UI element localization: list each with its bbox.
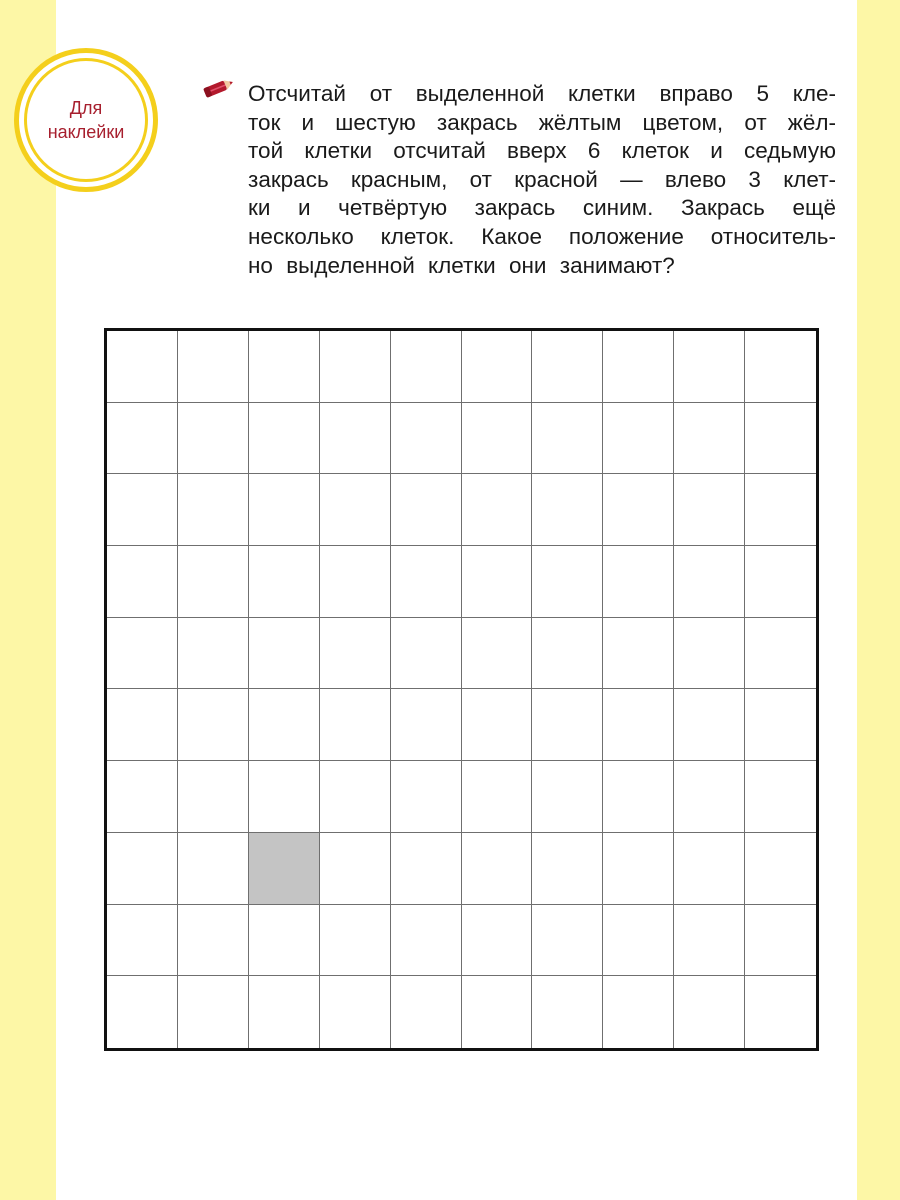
grid-cell[interactable] bbox=[462, 689, 533, 761]
grid-cell[interactable] bbox=[249, 761, 320, 833]
grid-cell[interactable] bbox=[178, 689, 249, 761]
task-line: той клетки отсчитай вверх 6 клеток и седьмую bbox=[248, 138, 836, 164]
grid-cell[interactable] bbox=[745, 618, 816, 690]
grid-cell[interactable] bbox=[249, 474, 320, 546]
grid-cell[interactable] bbox=[249, 546, 320, 618]
grid-cell[interactable] bbox=[178, 331, 249, 403]
grid-cell[interactable] bbox=[674, 403, 745, 475]
grid-cell[interactable] bbox=[178, 618, 249, 690]
grid-cell[interactable] bbox=[178, 761, 249, 833]
grid-cell[interactable] bbox=[532, 833, 603, 905]
grid-cell[interactable] bbox=[249, 689, 320, 761]
grid-cell[interactable] bbox=[107, 976, 178, 1048]
grid-cell[interactable] bbox=[745, 976, 816, 1048]
grid-cell[interactable] bbox=[745, 761, 816, 833]
grid-cell[interactable] bbox=[745, 905, 816, 977]
grid-cell[interactable] bbox=[674, 761, 745, 833]
grid-cell[interactable] bbox=[107, 403, 178, 475]
grid-cell[interactable] bbox=[603, 905, 674, 977]
grid-cell[interactable] bbox=[462, 976, 533, 1048]
grid-cell[interactable] bbox=[674, 833, 745, 905]
task-line: но выделенной клетки они занимают? bbox=[248, 252, 675, 278]
task-line: ки и четвёртую закрась синим. Закрась ещё bbox=[248, 195, 836, 221]
grid-cell[interactable] bbox=[532, 546, 603, 618]
grid-cell[interactable] bbox=[320, 905, 391, 977]
task-line: закрась красным, от красной — влево 3 клет- bbox=[248, 166, 836, 192]
grid-cell[interactable] bbox=[320, 761, 391, 833]
grid-cell[interactable] bbox=[107, 546, 178, 618]
grid-cell[interactable] bbox=[532, 474, 603, 546]
grid-cell[interactable] bbox=[462, 546, 533, 618]
grid-cell[interactable] bbox=[532, 331, 603, 403]
grid-cell[interactable] bbox=[603, 618, 674, 690]
grid-cell[interactable] bbox=[249, 905, 320, 977]
grid-cell[interactable] bbox=[462, 833, 533, 905]
grid-cell-selected[interactable] bbox=[249, 833, 320, 905]
grid-cell[interactable] bbox=[320, 331, 391, 403]
grid-cell[interactable] bbox=[107, 618, 178, 690]
grid-cell[interactable] bbox=[178, 905, 249, 977]
grid-cell[interactable] bbox=[603, 546, 674, 618]
grid-cell[interactable] bbox=[178, 474, 249, 546]
grid-cell[interactable] bbox=[391, 761, 462, 833]
grid-cell[interactable] bbox=[532, 905, 603, 977]
grid-cell[interactable] bbox=[674, 905, 745, 977]
grid-cell[interactable] bbox=[674, 689, 745, 761]
grid-cell[interactable] bbox=[603, 976, 674, 1048]
grid-cell[interactable] bbox=[320, 618, 391, 690]
grid-cell[interactable] bbox=[532, 689, 603, 761]
grid-cell[interactable] bbox=[107, 761, 178, 833]
grid-cell[interactable] bbox=[178, 833, 249, 905]
grid-cell[interactable] bbox=[603, 403, 674, 475]
grid-cell[interactable] bbox=[532, 761, 603, 833]
grid-cell[interactable] bbox=[462, 618, 533, 690]
grid-cell[interactable] bbox=[674, 546, 745, 618]
grid-cell[interactable] bbox=[391, 403, 462, 475]
grid-cell[interactable] bbox=[178, 976, 249, 1048]
grid-cell[interactable] bbox=[320, 833, 391, 905]
grid-cell[interactable] bbox=[532, 403, 603, 475]
grid-cell[interactable] bbox=[674, 618, 745, 690]
grid-cell[interactable] bbox=[462, 761, 533, 833]
grid-cell[interactable] bbox=[178, 546, 249, 618]
grid-cell[interactable] bbox=[603, 761, 674, 833]
grid-cell[interactable] bbox=[462, 331, 533, 403]
grid-cell[interactable] bbox=[532, 618, 603, 690]
grid-cell[interactable] bbox=[249, 403, 320, 475]
sticker-badge-line-1: Для bbox=[69, 98, 103, 118]
task-line: несколько клеток. Какое положение относитель- bbox=[248, 223, 836, 249]
grid-cell[interactable] bbox=[745, 474, 816, 546]
grid-cell[interactable] bbox=[391, 474, 462, 546]
grid-cell[interactable] bbox=[320, 976, 391, 1048]
grid-cell[interactable] bbox=[674, 474, 745, 546]
grid-cell[interactable] bbox=[745, 403, 816, 475]
grid-cell[interactable] bbox=[603, 331, 674, 403]
grid-cell[interactable] bbox=[462, 905, 533, 977]
grid-cell[interactable] bbox=[603, 833, 674, 905]
grid-cell[interactable] bbox=[603, 474, 674, 546]
right-page-stripe bbox=[857, 0, 900, 1200]
sticker-badge-line-2: наклейки bbox=[47, 122, 125, 142]
coloring-grid bbox=[104, 328, 819, 1051]
pencil-icon bbox=[200, 76, 236, 100]
grid-cell[interactable] bbox=[745, 331, 816, 403]
grid-cell[interactable] bbox=[391, 976, 462, 1048]
grid-cell[interactable] bbox=[745, 546, 816, 618]
sticker-badge bbox=[14, 48, 158, 192]
grid-cell[interactable] bbox=[107, 905, 178, 977]
grid-cell[interactable] bbox=[107, 331, 178, 403]
task-instructions bbox=[248, 80, 836, 280]
grid-cell[interactable] bbox=[391, 618, 462, 690]
grid-cell[interactable] bbox=[674, 331, 745, 403]
grid-cell[interactable] bbox=[320, 546, 391, 618]
grid-cell[interactable] bbox=[391, 331, 462, 403]
task-line: Отсчитай от выделенной клетки вправо 5 кле- bbox=[248, 81, 836, 106]
grid-cell[interactable] bbox=[320, 403, 391, 475]
grid-cell[interactable] bbox=[745, 689, 816, 761]
grid-cell[interactable] bbox=[320, 689, 391, 761]
task-line: ток и шестую закрась жёлтым цветом, от жёл- bbox=[248, 109, 836, 135]
grid-cell[interactable] bbox=[462, 474, 533, 546]
grid-cell[interactable] bbox=[674, 976, 745, 1048]
grid-cell[interactable] bbox=[107, 474, 178, 546]
grid-cell[interactable] bbox=[249, 976, 320, 1048]
grid-cell[interactable] bbox=[532, 976, 603, 1048]
grid-cell[interactable] bbox=[603, 689, 674, 761]
grid-cell[interactable] bbox=[249, 331, 320, 403]
grid-cell[interactable] bbox=[320, 474, 391, 546]
sticker-badge-inner-ring bbox=[24, 58, 148, 182]
grid-cell[interactable] bbox=[391, 689, 462, 761]
grid-cell[interactable] bbox=[107, 833, 178, 905]
grid-cell[interactable] bbox=[462, 403, 533, 475]
grid-cell[interactable] bbox=[107, 689, 178, 761]
grid-cell[interactable] bbox=[249, 618, 320, 690]
grid-cell[interactable] bbox=[391, 905, 462, 977]
grid-cell[interactable] bbox=[391, 546, 462, 618]
grid-cell[interactable] bbox=[745, 833, 816, 905]
grid-cell[interactable] bbox=[178, 403, 249, 475]
grid-cell[interactable] bbox=[391, 833, 462, 905]
